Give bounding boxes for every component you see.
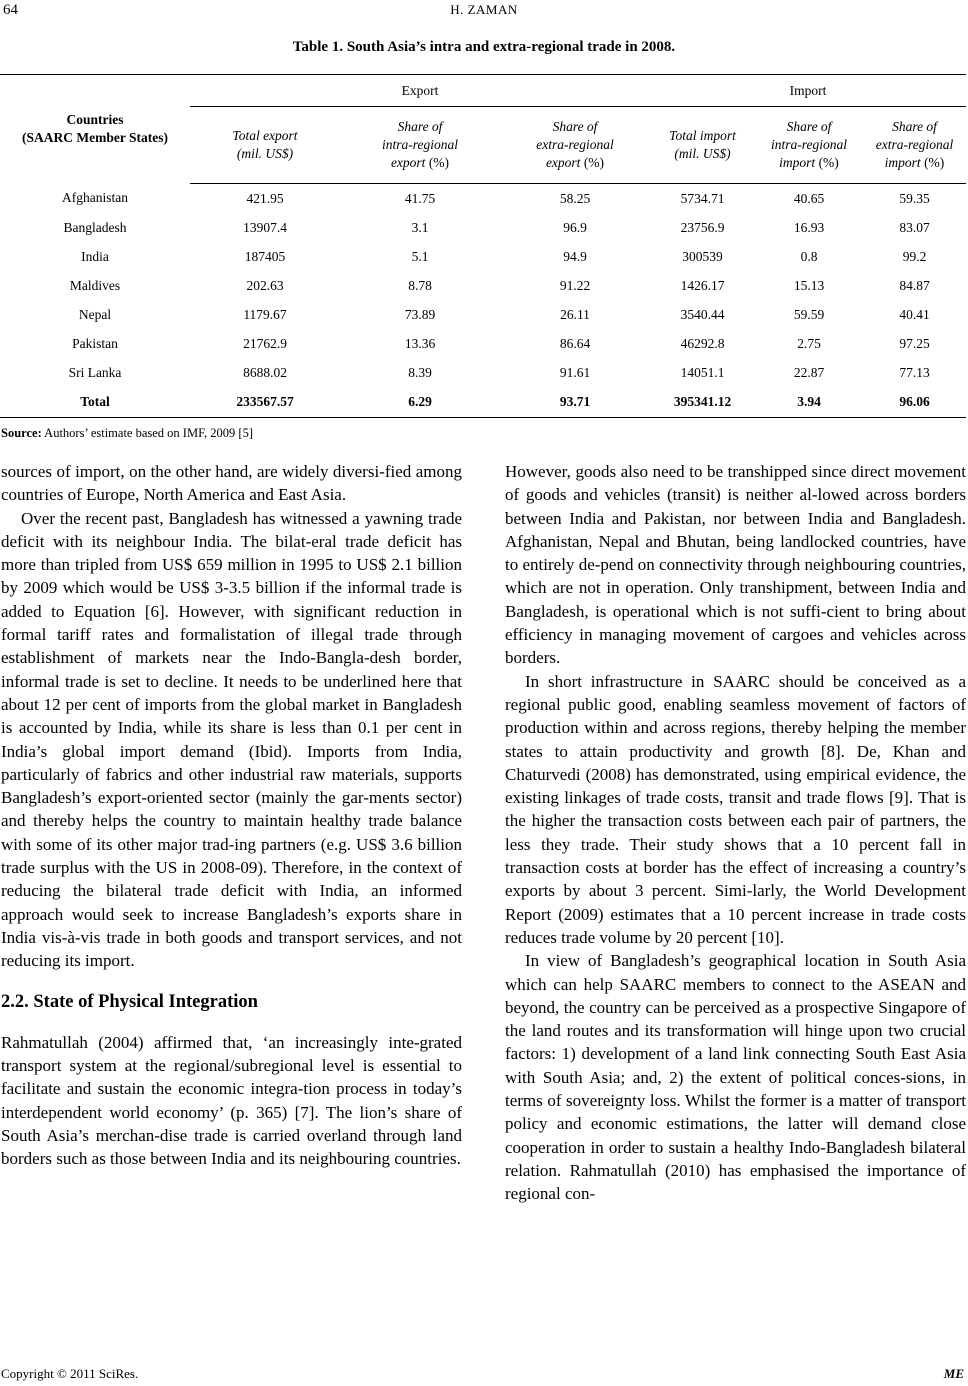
table-cell: 40.41 xyxy=(899,306,930,322)
table-cell: 15.13 xyxy=(793,277,825,293)
header-total-import: Total import (mil. US$) xyxy=(650,107,755,184)
table-cell: 86.64 xyxy=(559,335,591,351)
table-cell: Nepal xyxy=(78,306,112,322)
table-cell: 14051.1 xyxy=(680,364,725,380)
table-cell: 58.25 xyxy=(559,190,591,206)
table-cell: 5734.71 xyxy=(680,190,725,206)
table-cell: 26.11 xyxy=(560,306,590,322)
table-cell: 83.07 xyxy=(899,219,930,235)
table-cell: 13907.4 xyxy=(243,219,287,235)
paragraph: Over the recent past, Bangladesh has witnessed a yawning trade deficit with its neighbour India. The bilat-eral trade deficit has more than tripled from US$ 659 million in 1995 to US$ 2.1 billion by 2009 which would be US$ 3-3.5 billion if the informal trade is added to Equation [6]. However, with significant reduction in formal tariff rates and formalistation of illegal trade through establishment of markets near the Indo-Bangla-desh border, informal trade is set to decline. It needs to be underlined here that about 12 per cent of imports from the global market in Bangladesh is accounted by India, while its share is less than 0.1 per cent in India’s global import demand (Ibid). Imports from India, particularly of fabrics and other industrial raw materials, supports Bangladesh’s export-oriented sector (mainly the gar-ments sector) and thereby helps the country to maintain healthy trade balance with some of its other major trad-ing partners (e.g. US$ 3.6 billion trade surplus with the US in 2008-09). Therefore, in the context of reducing the bilateral trade deficit with India, an informed approach would seek to increase Bangladesh’s exports share in India vis-à-vis trade in both goods and transport services, and not reducing its import. xyxy=(1,508,462,971)
table-cell: 8.39 xyxy=(408,364,432,380)
table-cell: Bangladesh xyxy=(63,219,127,235)
table-cell: 46292.8 xyxy=(680,335,725,351)
header-intra-import: Share of intra-regional import (%) xyxy=(755,107,863,184)
table-cell: India xyxy=(81,248,109,264)
table-cell: 59.35 xyxy=(899,190,930,206)
paragraph: sources of import, on the other hand, are widely diversi-fied among countries of Europe, North America and East Asia. xyxy=(1,462,462,505)
table-cell: 59.59 xyxy=(793,306,825,322)
table-cell: 6.29 xyxy=(340,387,500,418)
table-cell: 97.25 xyxy=(899,335,930,351)
table-cell: 5.1 xyxy=(411,248,429,264)
paragraph: Rahmatullah (2004) affirmed that, ‘an increasingly inte-grated transport system at the regional/subregional level is essential to facilitate and sustain the economic integra-tion process in today’s interdependent world economy’ (p. 365) [7]. The lion’s share of South Asia’s merchan-dise trade is carried overland through land borders such as those between India and its neighbouring countries. xyxy=(1,1032,462,1169)
table-cell: 91.22 xyxy=(559,277,591,293)
paragraph: In view of Bangladesh’s geographical location in South Asia which can help SAARC members to connect to the ASEAN and beyond, the country can be perceived as a prospective Singapore of the land routes and its transformation will hinge upon two crucial factors: 1) development of a land link connecting South East Asia with South Asia; and, 2) the extent of political conces-sions, in terms of sovereignty loss. Whilst the former is a matter of transport policy and economic estimations, the latter will demand close cooperation in order to sustain a healthy Indo-Bangladesh bilateral relation. Rahmatullah (2010) has emphasised the importance of regional con- xyxy=(505,951,966,1204)
table-cell: 3.94 xyxy=(755,387,863,418)
header-extra-export: Share of extra-regional export (%) xyxy=(500,107,650,184)
header-intra-export: Share of intra-regional export (%) xyxy=(340,107,500,184)
header-extra-import: Share of extra-regional import (%) xyxy=(863,107,966,184)
table-cell: 187405 xyxy=(244,248,286,264)
source-label: Source: xyxy=(1,426,42,440)
table-row xyxy=(0,184,966,214)
table-cell: 77.13 xyxy=(899,364,930,380)
paragraph: In short infrastructure in SAARC should be conceived as a regional public good, enabling seamless movement of factors of production within and across regions, thereby helping the member states to attain productivity and growth [8]. De, Khan and Chaturvedi (2008) has demonstrated, using empirical evidence, the existing linkages of trade costs, transit and trade flows [9]. That is the higher the transaction costs between each pair of partners, the less they trade. Their study shows that a 10 percent fall in transaction costs at border has the effect of increasing a country’s exports by about 3 percent. Simi-larly, the World Development Report (2009) estimates that a 10 percent increase in trade costs reduces trade volume by 20 percent [10]. xyxy=(505,671,966,947)
paragraph: However, goods also need to be transhipped since direct movement of goods and vehicles (transit) is neither al-lowed across borders between India and Pakistan, nor between India and Bangladesh. Afghanistan, Nepal and Bhutan, being landlocked countries, have to entirely de-pend on connectivity through neighbouring countries, which are not in operation. Only transhipment, between India and Bangladesh, is operational which is not suffi-cient to bring about efficiency in managing movement of cargoes and vehicles across borders. xyxy=(505,462,966,668)
table-cell: 23756.9 xyxy=(680,219,725,235)
table-cell: 1179.67 xyxy=(243,306,287,322)
table-cell: 91.61 xyxy=(559,364,591,380)
table-cell: 13.36 xyxy=(404,335,436,351)
section-heading: 2.2. State of Physical Integration xyxy=(1,991,258,1012)
header-total-export: Total export (mil. US$) xyxy=(190,107,340,184)
trade-table xyxy=(0,74,966,418)
table-row xyxy=(0,329,966,358)
table-cell: 41.75 xyxy=(404,190,436,206)
source-text: Authors’ estimate based on IMF, 2009 [5] xyxy=(41,426,253,440)
table-row xyxy=(0,358,966,387)
table-row xyxy=(0,242,966,271)
table-cell: Maldives xyxy=(69,277,121,293)
page-number: 64 xyxy=(3,2,18,18)
right-column xyxy=(505,460,966,1206)
table-cell: 94.9 xyxy=(563,248,587,264)
table-cell: 421.95 xyxy=(246,190,284,206)
table-row xyxy=(0,213,966,242)
export-group-header: Export xyxy=(190,75,650,107)
table-caption: Table 1. South Asia’s intra and extra-regional trade in 2008. xyxy=(292,39,676,55)
table-cell: Afghanistan xyxy=(62,190,128,206)
import-group-header: Import xyxy=(650,75,966,107)
table-cell: 40.65 xyxy=(793,190,825,206)
table-cell: 8688.02 xyxy=(243,364,287,380)
table-cell: 84.87 xyxy=(899,277,930,293)
table-cell: 21762.9 xyxy=(243,335,287,351)
table-cell: Total xyxy=(0,387,190,418)
table-cell: 16.93 xyxy=(793,219,825,235)
table-cell: 300539 xyxy=(682,248,723,264)
journal-abbrev: ME xyxy=(943,1366,964,1381)
table-cell: 395341.12 xyxy=(650,387,755,418)
table-cell: 0.8 xyxy=(800,248,818,264)
total-row xyxy=(0,387,966,418)
table-cell: 233567.57 xyxy=(190,387,340,418)
table-cell: 3.1 xyxy=(411,219,429,235)
table-cell: 96.9 xyxy=(563,219,587,235)
table-cell: 3540.44 xyxy=(680,306,725,322)
table-cell: Pakistan xyxy=(72,335,118,351)
table-cell: Sri Lanka xyxy=(68,364,122,380)
table-cell: 2.75 xyxy=(797,335,821,351)
table-row xyxy=(0,300,966,329)
table-cell: 96.06 xyxy=(863,387,966,418)
table-source-note xyxy=(1,426,253,441)
running-head: H. ZAMAN xyxy=(450,2,518,17)
table-cell: 93.71 xyxy=(500,387,650,418)
copyright-footer: Copyright © 2011 SciRes. xyxy=(1,1366,139,1381)
left-column xyxy=(1,460,462,1171)
table-row xyxy=(0,271,966,300)
countries-header: Countries (SAARC Member States) xyxy=(0,75,190,184)
table-cell: 8.78 xyxy=(408,277,432,293)
table-cell: 202.63 xyxy=(246,277,284,293)
table-cell: 73.89 xyxy=(404,306,436,322)
table-cell: 22.87 xyxy=(793,364,825,380)
table-cell: 1426.17 xyxy=(680,277,725,293)
table-cell: 99.2 xyxy=(902,248,927,264)
